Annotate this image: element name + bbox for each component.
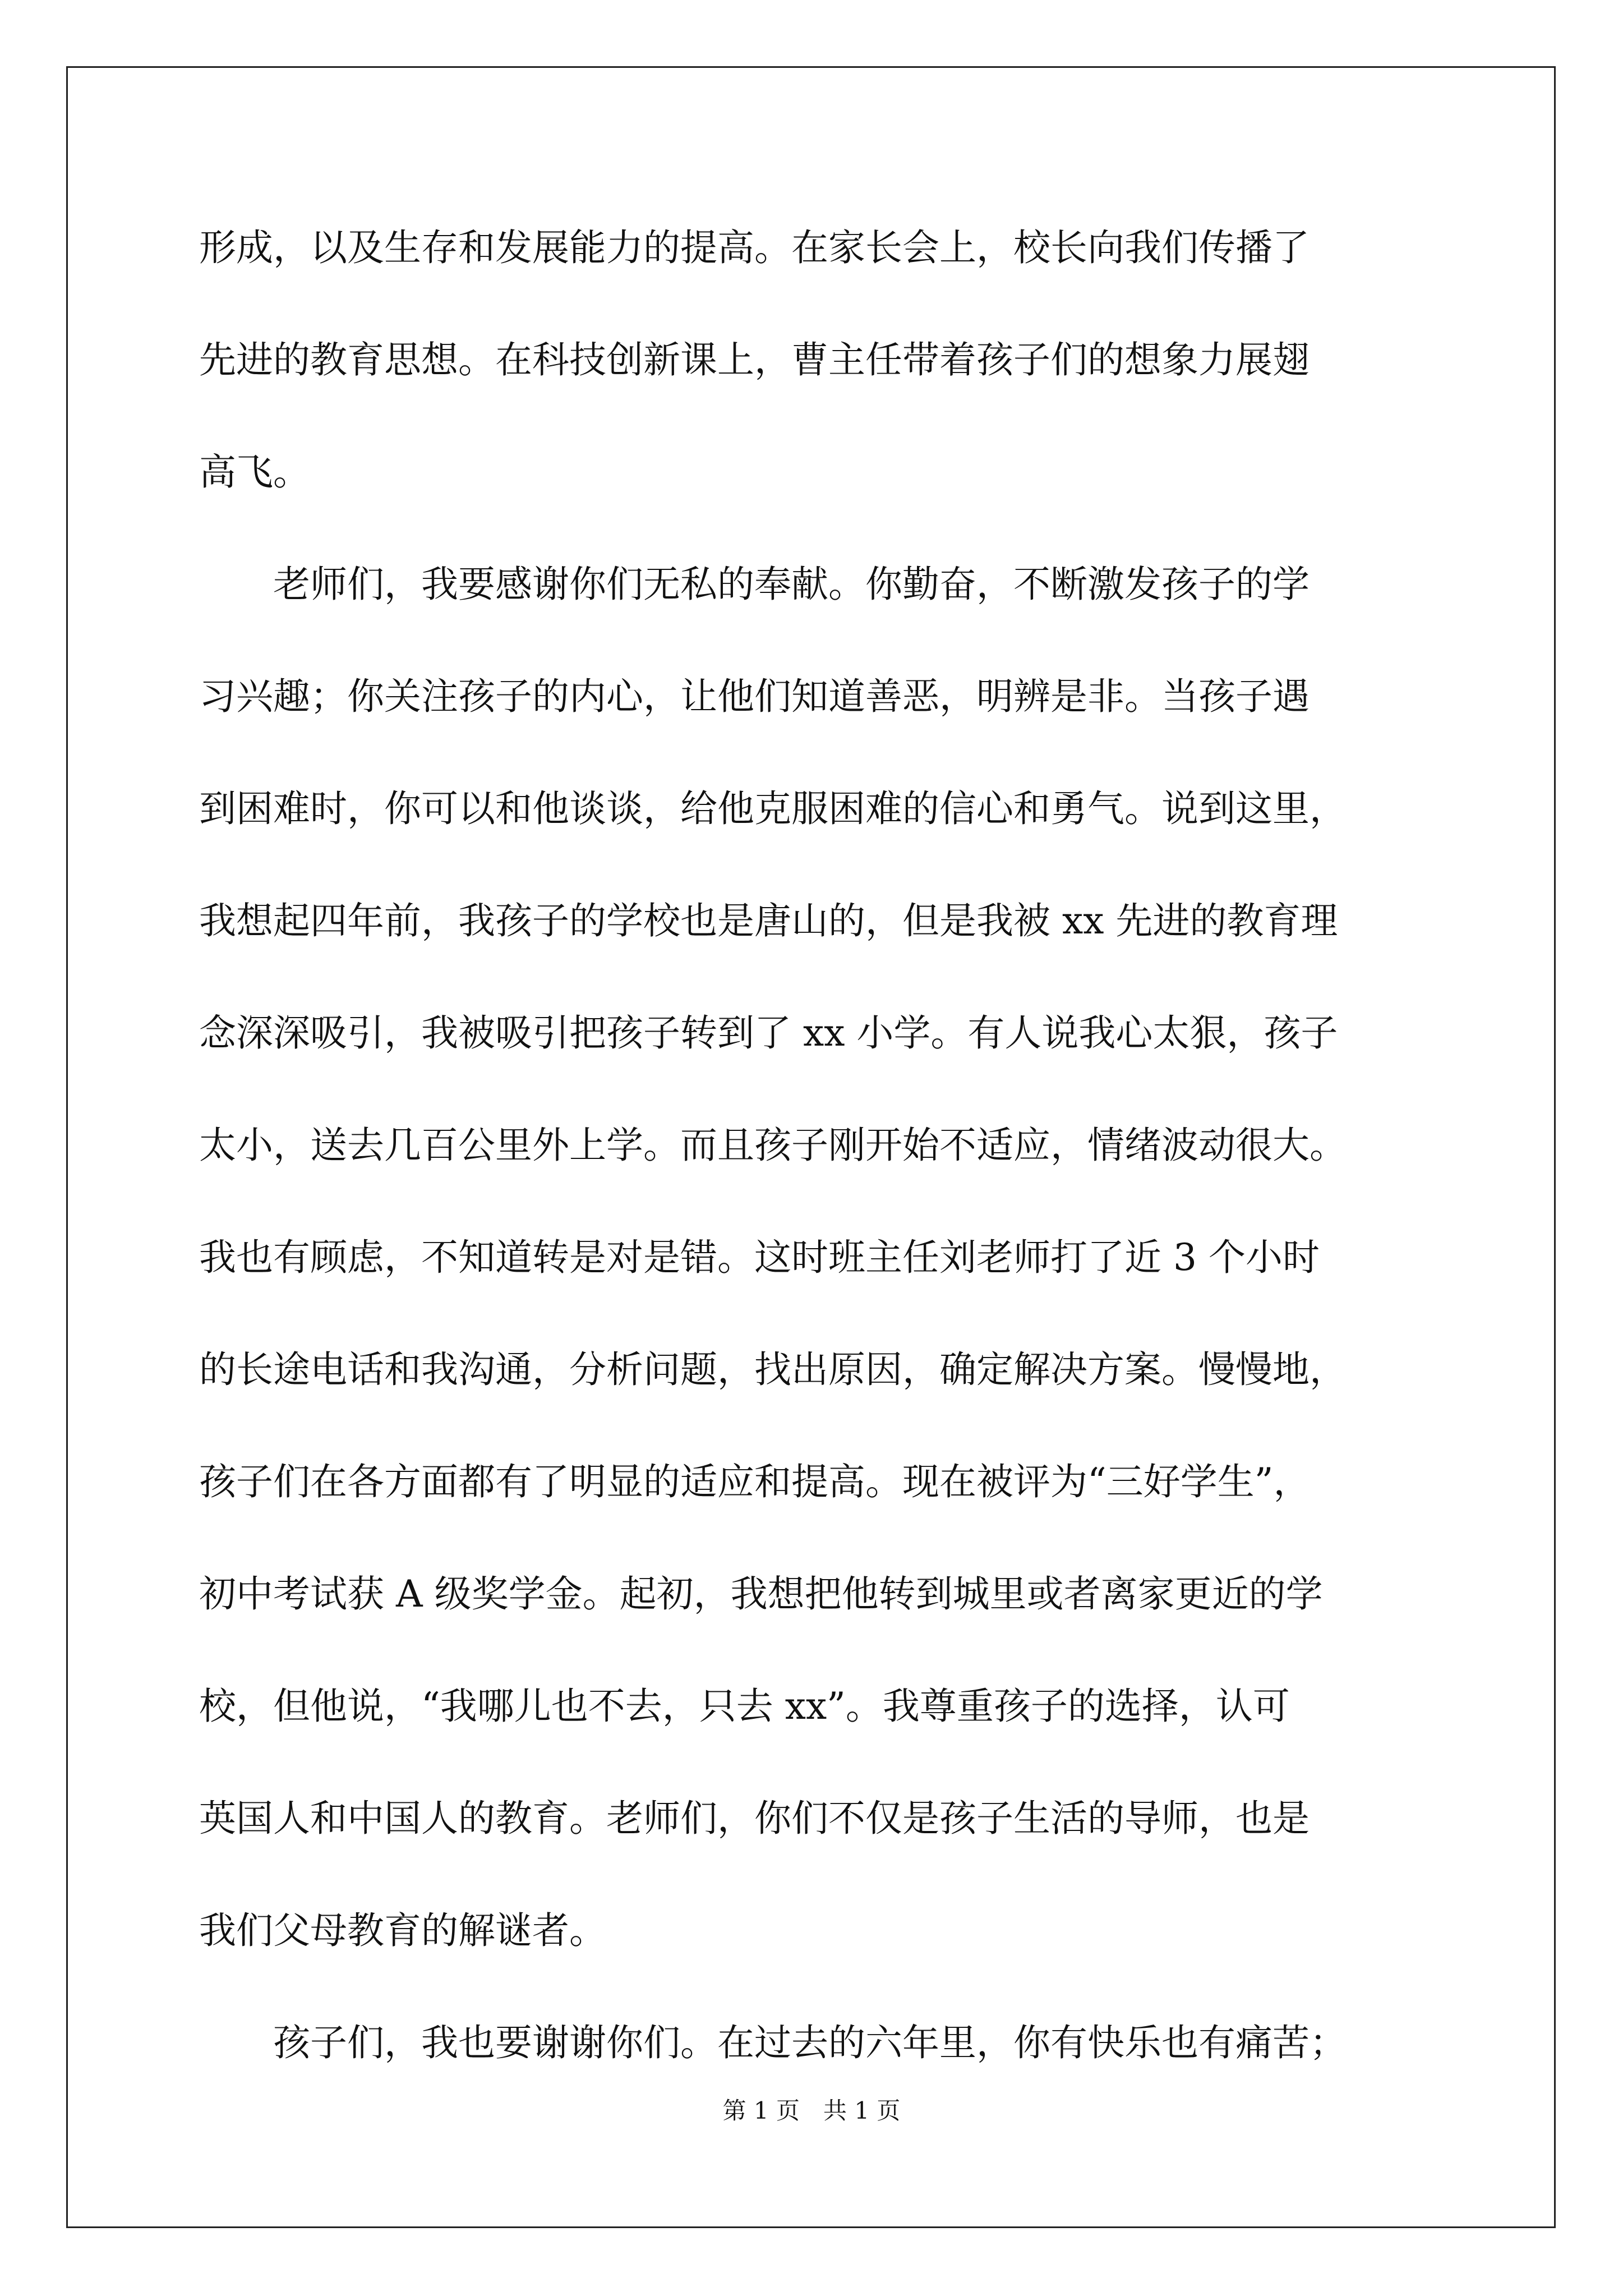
text-line: 念深深吸引，我被吸引把孩子转到了 xx 小学。有人说我心太狠，孩子 bbox=[199, 1011, 1338, 1055]
text-line: 太小，送去几百公里外上学。而且孩子刚开始不适应，情绪波动很大。 bbox=[199, 1124, 1347, 1167]
text-line: 习兴趣；你关注孩子的内心，让他们知道善恶，明辨是非。当孩子遇 bbox=[199, 675, 1310, 718]
text-line: 的长途电话和我沟通，分析问题，找出原因，确定解决方案。慢慢地， bbox=[199, 1348, 1347, 1391]
text-line: 高飞。 bbox=[199, 450, 310, 494]
text-line: 校，但他说，“我哪儿也不去，只去 xx”。我尊重孩子的选择，认可 bbox=[199, 1685, 1290, 1728]
text-line: 我想起四年前，我孩子的学校也是唐山的，但是我被 xx 先进的教育理 bbox=[199, 899, 1338, 942]
text-line: 孩子们在各方面都有了明显的适应和提高。现在被评为“三好学生”， bbox=[199, 1460, 1311, 1503]
text-line: 初中考试获 A 级奖学金。起初，我想把他转到城里或者离家更近的学 bbox=[199, 1572, 1323, 1616]
text-line: 形成，以及生存和发展能力的提高。在家长会上，校长向我们传播了 bbox=[199, 226, 1310, 269]
text-line: 我也有顾虑，不知道转是对是错。这时班主任刘老师打了近 3 个小时 bbox=[199, 1236, 1320, 1279]
page-number: 第 1 页 共 1 页 bbox=[722, 2097, 901, 2124]
text-line: 孩子们，我也要谢谢你们。在过去的六年里，你有快乐也有痛苦； bbox=[199, 2021, 1347, 2064]
text-line: 我们父母教育的解谜者。 bbox=[199, 1909, 606, 1952]
text-line: 到困难时，你可以和他谈谈，给他克服困难的信心和勇气。说到这里， bbox=[199, 787, 1347, 830]
text-line: 老师们，我要感谢你们无私的奉献。你勤奋，不断激发孩子的学 bbox=[199, 563, 1310, 606]
text-line: 英国人和中国人的教育。老师们，你们不仅是孩子生活的导师，也是 bbox=[199, 1797, 1310, 1840]
text-line: 先进的教育思想。在科技创新课上，曹主任带着孩子们的想象力展翅 bbox=[199, 338, 1310, 381]
